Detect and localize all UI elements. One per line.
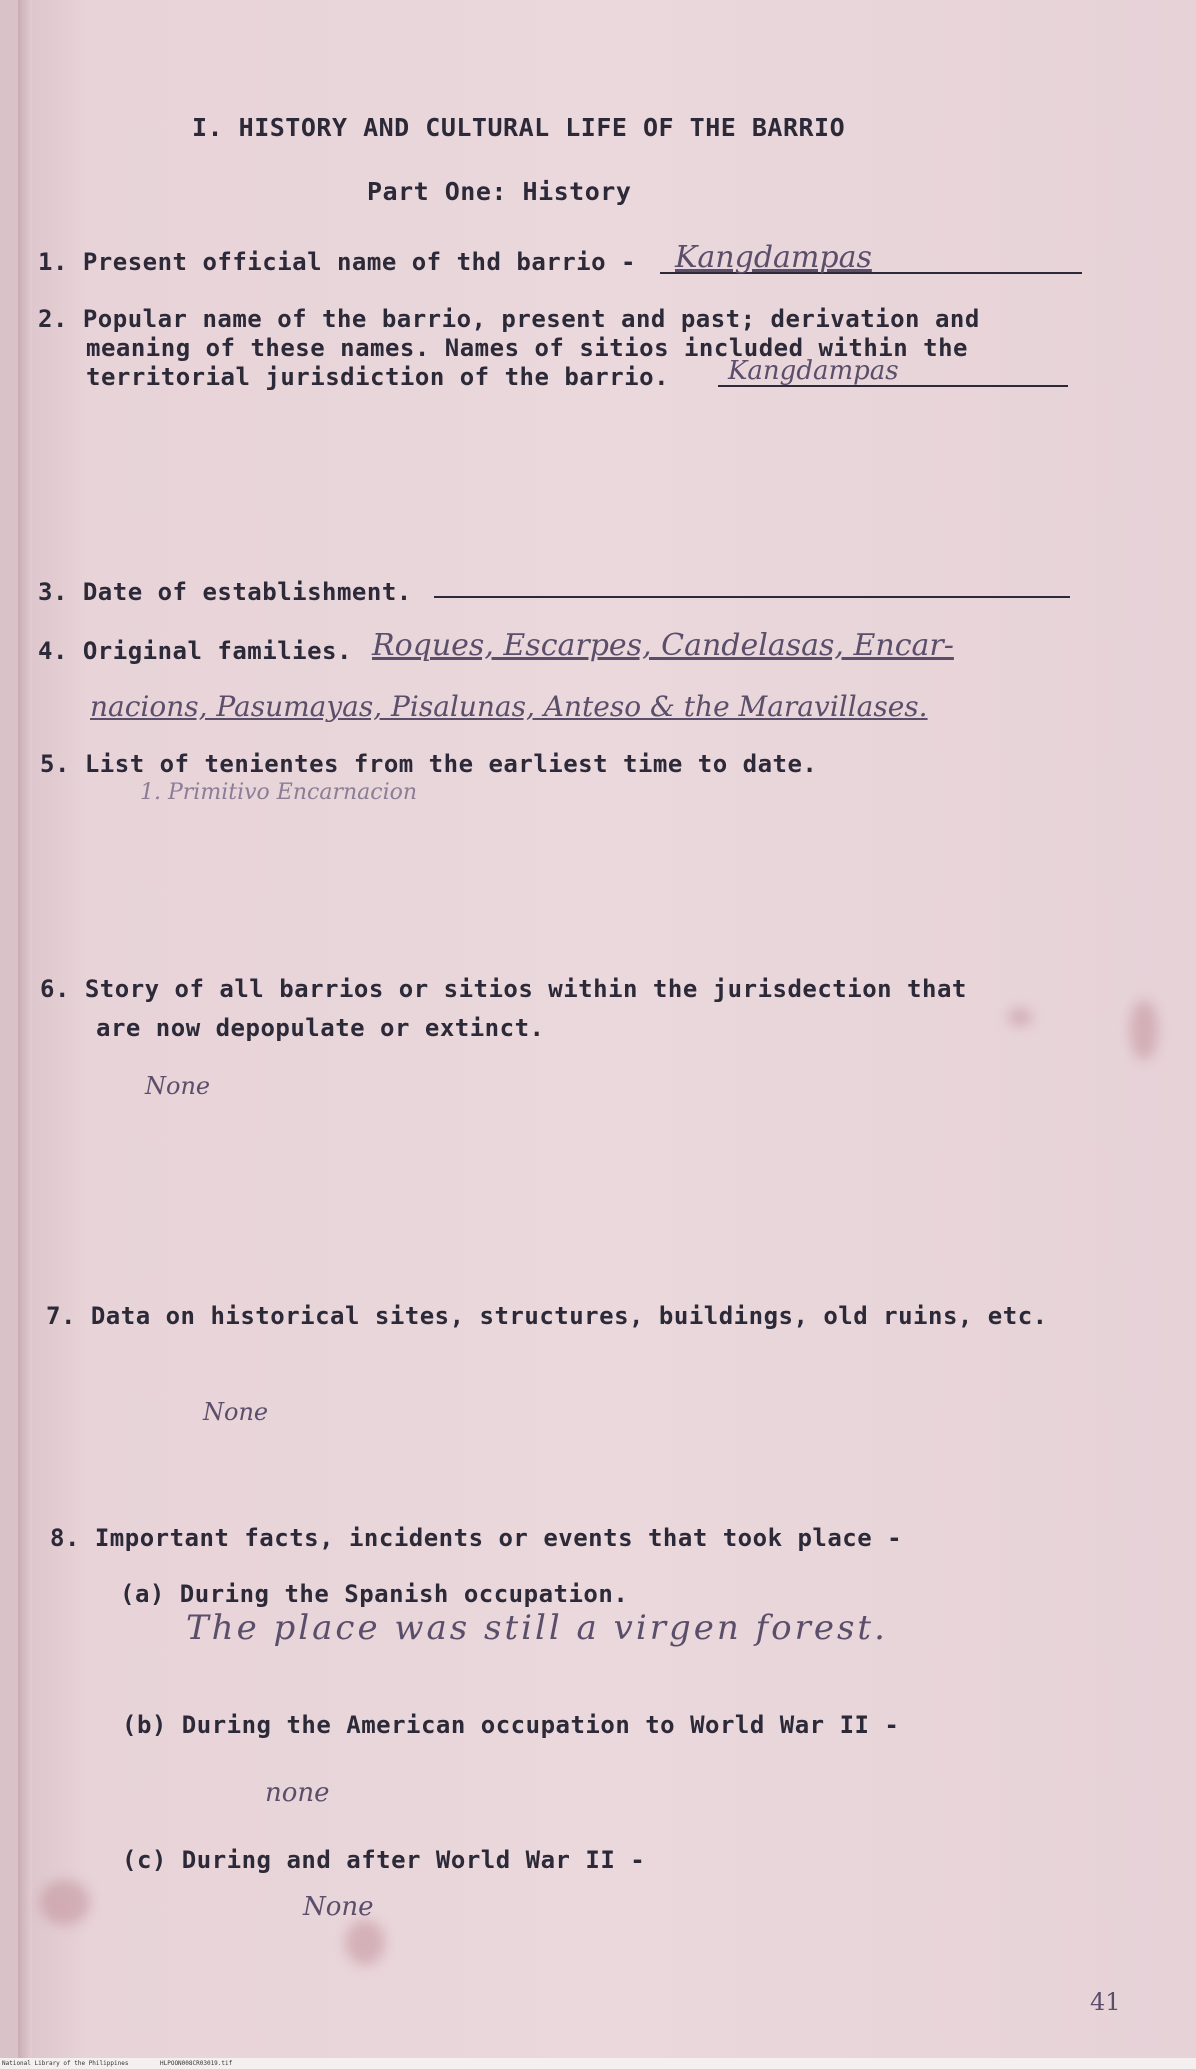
q8b-label: (b) During the American occupation to World War II - xyxy=(122,1711,900,1739)
footer-source: National Library of the Philippines xyxy=(2,2060,129,2067)
q8a-answer: The place was still a virgen forest. xyxy=(186,1608,888,1648)
q8c-label: (c) During and after World War II - xyxy=(122,1846,646,1874)
stain-mark xyxy=(40,1880,90,1925)
q6-answer: None xyxy=(145,1072,211,1100)
q4-answer-line2: nacions, Pasumayas, Pisalunas, Anteso & the Maravillases. xyxy=(90,690,928,723)
q8a-label: (a) During the Spanish occupation. xyxy=(120,1580,629,1608)
stain-mark xyxy=(1130,1000,1158,1060)
q8-label: 8. Important facts, incidents or events that took place - xyxy=(50,1524,903,1552)
page-title: I. HISTORY AND CULTURAL LIFE OF THE BARRIO xyxy=(192,113,846,142)
q7-label: 7. Data on historical sites, structures, buildings, old ruins, etc. xyxy=(46,1302,1048,1330)
q2-line1: 2. Popular name of the barrio, present and past; derivation and xyxy=(38,305,980,333)
page-subtitle: Part One: History xyxy=(367,177,632,206)
q4-label: 4. Original families. xyxy=(38,637,352,665)
page-number: 41 xyxy=(1090,1988,1121,2016)
q3-answer-line xyxy=(434,596,1070,598)
q2-line2: meaning of these names. Names of sitios included within the xyxy=(86,334,969,362)
q1-label: 1. Present official name of thd barrio - xyxy=(38,248,636,276)
q8c-answer: None xyxy=(303,1892,374,1922)
q4-answer-line1: Roques, Escarpes, Candelasas, Encar- xyxy=(372,628,954,663)
q2-line3: territorial jurisdiction of the barrio. xyxy=(86,363,670,391)
q2-answer: Kangdampas xyxy=(728,356,899,386)
q6-line2: are now depopulate or extinct. xyxy=(96,1014,545,1042)
binding-edge xyxy=(18,0,32,2058)
q5-answer: 1. Primitivo Encarnacion xyxy=(140,780,418,805)
q5-label: 5. List of tenientes from the earliest time to date. xyxy=(40,750,818,778)
q1-answer: Kangdampas xyxy=(675,240,872,275)
q6-line1: 6. Story of all barrios or sitios within the jurisdection that xyxy=(40,975,967,1003)
q8b-answer: none xyxy=(265,1778,330,1808)
q3-label: 3. Date of establishment. xyxy=(38,578,412,606)
stain-mark xyxy=(1008,1008,1032,1026)
stain-mark xyxy=(345,1920,385,1965)
footer-filename: HLPOON008CR03019.tif xyxy=(160,2060,233,2067)
scan-footer xyxy=(0,2058,1196,2069)
q7-answer: None xyxy=(203,1398,269,1426)
